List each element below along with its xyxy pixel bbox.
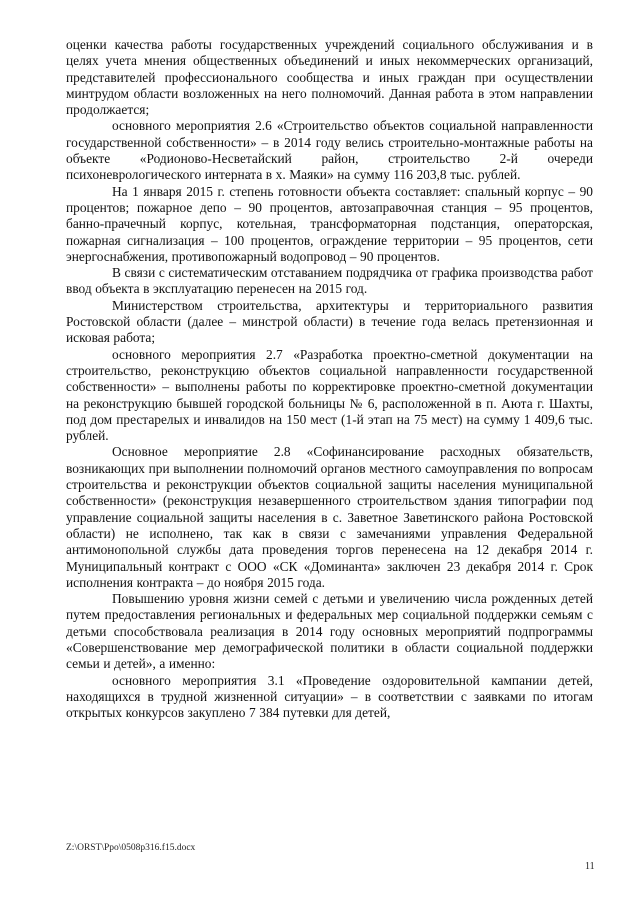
paragraph-7: Основное мероприятие 2.8 «Софинансирование расходных обязательств, возникающих при выполнении полномочий органов местного самоуправления по вопросам строительства и реконструкции объектов социальной защиты населения муниципальной собственности» (реконструкция незавершенного строительством здания типографии под управление социальной защиты населения в с. Заветное Заветинского района Ростовской области) не исполнено, так как в связи с замечаниями управления Федеральной антимонопольной службы дата проведения торгов перенесена на 12 декабря 2014 г. Муниципальный контракт с ООО «СК «Доминанта» заключен 23 декабря 2014 г. Срок исполнения контракта – до ноября 2015 года.: [66, 444, 593, 590]
paragraph-4: В связи с систематическим отставанием подрядчика от графика производства работ ввод объекта в эксплуатацию перенесен на 2015 год.: [66, 265, 593, 297]
footer-file-path: Z:\ORST\Ppo\0508p316.f15.docx: [66, 843, 196, 853]
document-body: [66, 37, 593, 721]
paragraph-6: основного мероприятия 2.7 «Разработка проектно-сметной документации на строительство, реконструкцию объектов социальной направленности государственной собственности» – выполнены работы по корректировке проектно-сметной документации на реконструкцию бывшей городской больницы № 6, расположенной в п. Аюта г. Шахты, под дом престарелых и инвалидов на 150 мест (1-й этап на 75 мест) на сумму 1 409,6 тыс. рублей.: [66, 346, 593, 444]
paragraph-9: основного мероприятия 3.1 «Проведение оздоровительной кампании детей, находящихся в трудной жизненной ситуации» – в соответствии с заявками по итогам открытых конкурсов закуплено 7 384 путевки для детей,: [66, 672, 593, 721]
paragraph-2: основного мероприятия 2.6 «Строительство объектов социальной направленности государственной собственности» – в 2014 году велись строительно-монтажные работы на объекте «Родионово-Несветайский район, строительство 2-й очереди психоневрологического интерната в х. Маяки» на сумму 116 203,8 тыс. рублей.: [66, 118, 593, 183]
page-number: 11: [585, 861, 595, 872]
paragraph-1: оценки качества работы государственных учреждений социального обслуживания и в целях учета мнения общественных объединений и иных некоммерческих организаций, представителей профессионального сообщества и иных граждан при осуществлении минтрудом области возложенных на него полномочий. Данная работа в этом направлении продолжается;: [66, 37, 593, 118]
paragraph-8: Повышению уровня жизни семей с детьми и увеличению числа рожденных детей путем предоставления региональных и федеральных мер социальной поддержки семьям с детьми способствовала реализация в 2014 году основных мероприятий подпрограммы «Совершенствование мер демографической политики в области социальной поддержки семьи и детей», а именно:: [66, 591, 593, 672]
paragraph-5: Министерством строительства, архитектуры и территориального развития Ростовской области (далее – минстрой области) в течение года велась претензионная и исковая работа;: [66, 297, 593, 346]
paragraph-3: На 1 января 2015 г. степень готовности объекта составляет: спальный корпус – 90 процентов; пожарное депо – 90 процентов, автозаправочная станция – 95 процентов, банно-прачечный корпус, котельная, трансформаторная подстанция, операторская, пожарная сигнализация – 100 процентов, ограждение территории – 95 процентов, сети энергоснабжения, противопожарный водопровод – 90 процентов.: [66, 183, 593, 264]
